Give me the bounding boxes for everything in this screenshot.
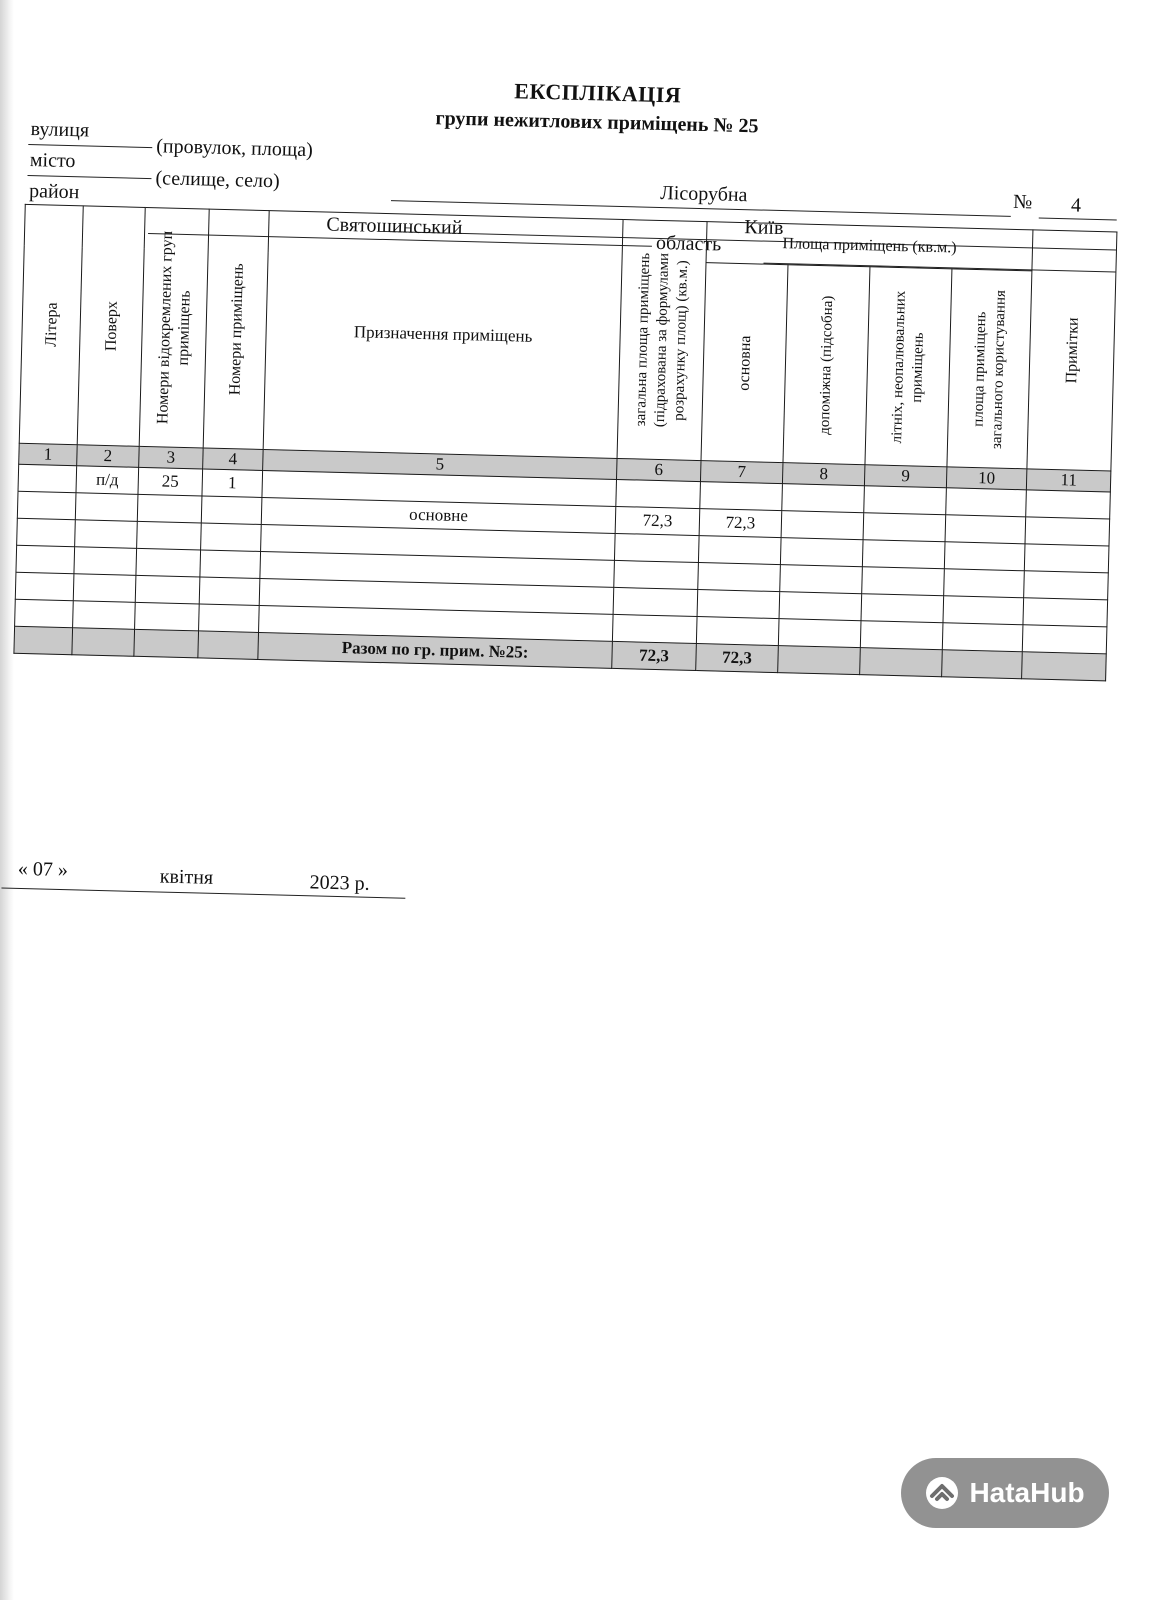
table-cell: [199, 577, 260, 606]
table-cell: [780, 538, 863, 567]
date-day: « 07 »: [17, 857, 69, 882]
col-num: 3: [139, 446, 204, 469]
table-cell: [700, 482, 783, 511]
table-cell: [17, 491, 76, 519]
number-label: №: [1012, 190, 1033, 214]
table-cell: [862, 567, 945, 596]
table-cell: [137, 494, 202, 523]
table-cell: [862, 540, 945, 569]
table-cell: [74, 547, 137, 576]
table-cell: основне: [261, 497, 616, 533]
table-cell: [942, 650, 1023, 679]
table-cell: [1026, 490, 1111, 519]
table-cell: [137, 521, 202, 550]
table-cell: 1: [202, 469, 263, 498]
table-cell: 25: [138, 467, 203, 496]
table-cell: [135, 575, 200, 604]
header-room-numbers: Номери приміщень: [203, 209, 269, 449]
table-cell: [18, 464, 77, 492]
header-group-numbers: Номери відокремлених груп приміщень: [139, 207, 209, 448]
table-cell: [14, 626, 73, 654]
table-cell: [135, 602, 200, 631]
col-num: 5: [263, 449, 617, 479]
table-cell: [861, 594, 944, 623]
header-notes: Примітки: [1027, 230, 1117, 471]
table-cell: [1024, 571, 1109, 600]
col-num: 10: [946, 467, 1027, 490]
date-month: квітня: [159, 865, 214, 889]
table-cell: 72,3: [615, 506, 700, 535]
city-hint: (селище, село): [155, 167, 280, 193]
table-cell: [1023, 598, 1108, 627]
table-cell: [860, 648, 943, 677]
table-cell: [15, 572, 74, 600]
house-logo-icon: [925, 1476, 959, 1510]
table-cell: [696, 617, 779, 646]
col-num: 2: [77, 445, 140, 468]
district-label: район: [28, 179, 80, 204]
street-label-underline: [28, 144, 152, 148]
table-cell: [134, 629, 199, 658]
header-summer: літніх, неопалювальних приміщень: [865, 267, 952, 467]
table-cell: [16, 545, 75, 573]
total-main-value: 72,3: [696, 644, 779, 673]
table-cell: [863, 513, 946, 542]
table-cell: [698, 563, 781, 592]
table-cell: [781, 511, 864, 540]
col-num: 1: [19, 443, 78, 465]
table-cell: [698, 536, 781, 565]
table-cell: [612, 614, 697, 643]
table-cell: [779, 592, 862, 621]
col-num: 4: [203, 448, 264, 471]
city-label: місто: [29, 149, 76, 173]
total-area-value: 72,3: [612, 641, 697, 670]
total-label: Разом по гр. прим. №25:: [258, 632, 613, 668]
table-cell: [1022, 652, 1107, 681]
header-area-group: Площа приміщень (кв.м.): [706, 222, 1033, 271]
table-cell: [73, 601, 136, 630]
col-num: 6: [617, 458, 702, 481]
date-year: 2023 р.: [309, 871, 370, 895]
watermark-badge: [901, 1458, 1109, 1528]
watermark-text: HataHub: [969, 1477, 1085, 1508]
table-cell: [75, 493, 138, 522]
city-label-underline: [27, 175, 151, 179]
header-total-area: загальна площа приміщень (підрахована за формулами розрахунку площ) (кв.м.): [617, 220, 707, 461]
table-cell: [943, 596, 1024, 625]
table-cell: [864, 486, 947, 515]
table-cell: [15, 599, 74, 627]
table-cell: [1025, 517, 1110, 546]
table-cell: [200, 550, 261, 579]
header-auxiliary: допоміжна (підсобна): [783, 265, 870, 465]
table-cell: [944, 542, 1025, 571]
table-cell: [201, 523, 262, 552]
table-cell: [780, 565, 863, 594]
table-cell: п/д: [76, 466, 139, 495]
table-cell: [613, 587, 698, 616]
header-common: площа приміщень загального користування: [947, 269, 1032, 469]
table-cell: [946, 488, 1027, 517]
table-cell: [75, 520, 138, 549]
table-cell: [614, 560, 699, 589]
table-cell: [1022, 625, 1107, 654]
table-cell: [72, 628, 135, 657]
table-cell: [199, 604, 260, 633]
street-label: вулиця: [30, 118, 90, 142]
number-value: 4: [1070, 194, 1082, 217]
table-cell: [697, 590, 780, 619]
table-cell: [944, 569, 1025, 598]
explication-table: [13, 204, 1117, 682]
street-hint: (провулок, площа): [156, 135, 314, 162]
street-value: Лісорубна: [659, 181, 748, 207]
table-cell: [1024, 544, 1109, 573]
table-cell: [945, 515, 1026, 544]
col-num: 11: [1026, 469, 1111, 492]
table-cell: [201, 496, 262, 525]
table-cell: [198, 631, 259, 660]
col-num: 9: [864, 465, 947, 488]
header-purpose: Призначення приміщень: [263, 211, 623, 459]
table-cell: [782, 484, 865, 513]
header-litera: Літера: [19, 204, 83, 444]
district-value: Святошинський: [326, 213, 463, 239]
city-value: Київ: [744, 216, 784, 240]
table-cell: [942, 623, 1023, 652]
table-cell: [136, 548, 201, 577]
table-cell: [778, 646, 861, 675]
table-cell: [616, 479, 701, 508]
col-num: 8: [782, 463, 865, 486]
document-title: ЕКСПЛІКАЦІЯ: [514, 78, 682, 108]
table-cell: [860, 621, 943, 650]
document-subtitle: групи нежитлових приміщень № 25: [435, 107, 759, 138]
region-label: область: [655, 231, 722, 256]
header-main: основна: [701, 263, 788, 463]
table-cell: [778, 619, 861, 648]
table-cell: 72,3: [699, 509, 782, 538]
table-cell: [73, 574, 136, 603]
col-num: 7: [700, 461, 783, 484]
header-poverkh: Поверх: [77, 206, 145, 446]
number-line: [1039, 218, 1117, 221]
table-cell: [614, 533, 699, 562]
table-cell: [17, 518, 76, 546]
